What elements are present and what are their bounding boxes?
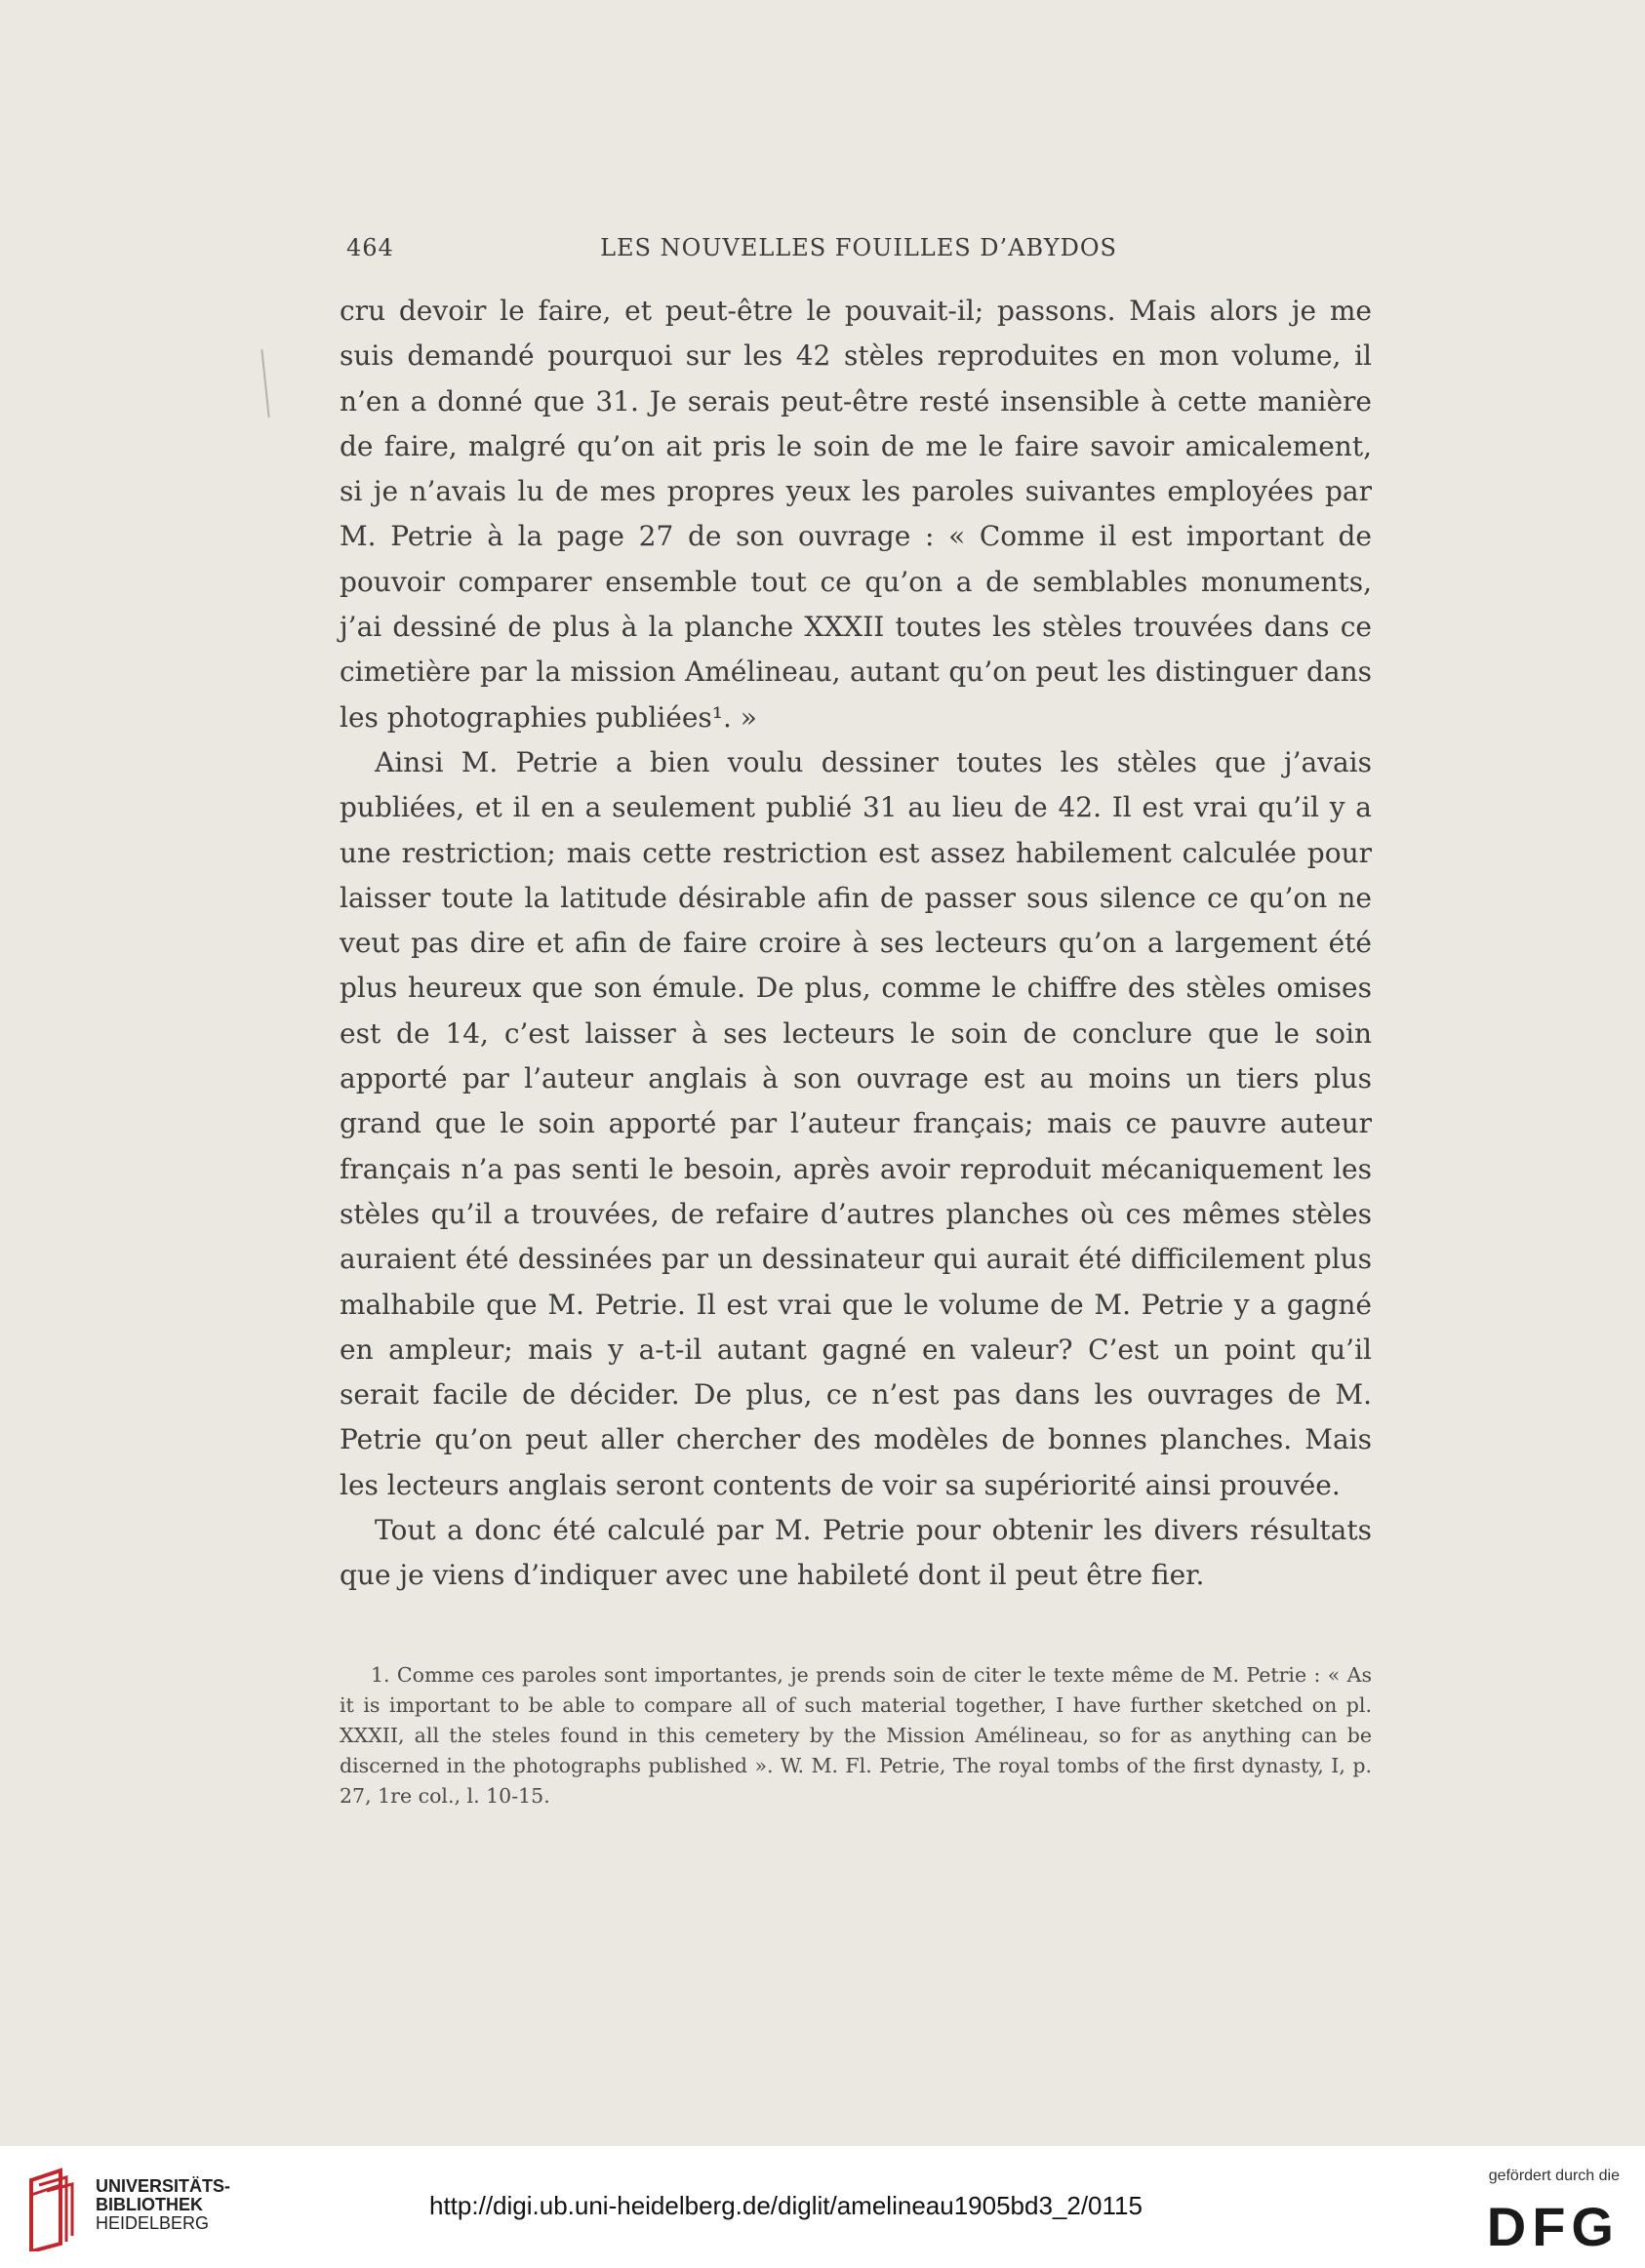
- body-text: [340, 289, 1372, 1599]
- viewer-footer: [0, 2146, 1645, 2268]
- running-title: LES NOUVELLES FOUILLES D’ABYDOS: [600, 234, 1117, 261]
- page-header: [346, 234, 1371, 273]
- footnote-1: 1. Comme ces paroles sont importantes, je prends soin de citer le texte même de M. Petrie : « As it is important to be able to compare all of such material together, I have further sketched on pl. XXXII, all the steles found in this cemetery by the Mission Amélineau, so for as anything can be discerned in the photographs published ». W. M. Fl. Petrie, The royal tombs of the first dynasty, I, p. 27, 1re col., l. 10-15.: [340, 1663, 1372, 1808]
- paragraph-1: cru devoir le faire, et peut-être le pouvait-il; passons. Mais alors je me suis demandé pourquoi sur les 42 stèles reproduites en mon volume, il n’en a donné que 31. Je serais peut-être resté insensible à cette manière de faire, malgré qu’on ait pris le soin de me le faire savoir amicalement, si je n’avais lu de mes propres yeux les paroles suivantes employées par M. Petrie à la page 27 de son ouvrage : « Comme il est important de pouvoir comparer ensemble tout ce qu’on a de semblables monuments, j’ai dessiné de plus à la planche XXXII toutes les stèles trouvées dans ce cimetière par la mission Amélineau, autant qu’on peut les distinguer dans les photographies publiées¹. »: [340, 295, 1372, 734]
- ub-heidelberg-logo-icon[interactable]: [21, 2166, 90, 2251]
- footnotes: [340, 1660, 1372, 1811]
- dfg-logo[interactable]: DFG: [1486, 2196, 1620, 2257]
- paragraph-3: Tout a donc été calculé par M. Petrie pour obtenir les divers résultats que je viens d’indiquer avec une habileté dont il peut être fier.: [340, 1514, 1372, 1592]
- paragraph-2: Ainsi M. Petrie a bien voulu dessiner toutes les stèles que j’avais publiées, et il en a seulement publié 31 au lieu de 42. Il est vrai qu’il y a une restriction; mais cette restriction est assez habilement calculée pour laisser toute la latitude désirable afin de passer sous silence ce qu’on ne veut pas dire et afin de faire croire à ses lecteurs qu’on a largement été plus heureux que son émule. De plus, comme le chiffre des stèles omises est de 14, c’est laisser à ses lecteurs le soin de conclure que le soin apporté par l’auteur anglais à son ouvrage est au moins un tiers plus grand que le soin apporté par l’auteur français; mais ce pauvre auteur français n’a pas senti le besoin, après avoir reproduit mécaniquement les stèles qu’il a trouvées, de refaire d’autres planches où ces mêmes stèles auraient été dessinées par un dessinateur qui aurait été difficilement plus malhabile que M. Petrie. Il est vrai que le volume de M. Petrie y a gagné en ampleur; mais y a-t-il autant gagné en valeur? C’est un point qu’il serait facile de décider. De plus, ce n’est pas dans les ouvrages de M. Petrie qu’on peut aller chercher des modèles de bonnes planches. Mais les lecteurs anglais seront contents de voir sa supériorité ainsi prouvée.: [340, 745, 1372, 1501]
- permalink-url[interactable]: http://digi.ub.uni-heidelberg.de/diglit/amelineau1905bd3_2/0115: [429, 2191, 1143, 2220]
- library-name[interactable]: UNIVERSITÄTS- BIBLIOTHEK HEIDELBERG: [96, 2176, 231, 2233]
- margin-mark: [261, 349, 269, 418]
- page-number: 464: [346, 234, 394, 261]
- funding-caption: gefördert durch die: [1488, 2168, 1620, 2184]
